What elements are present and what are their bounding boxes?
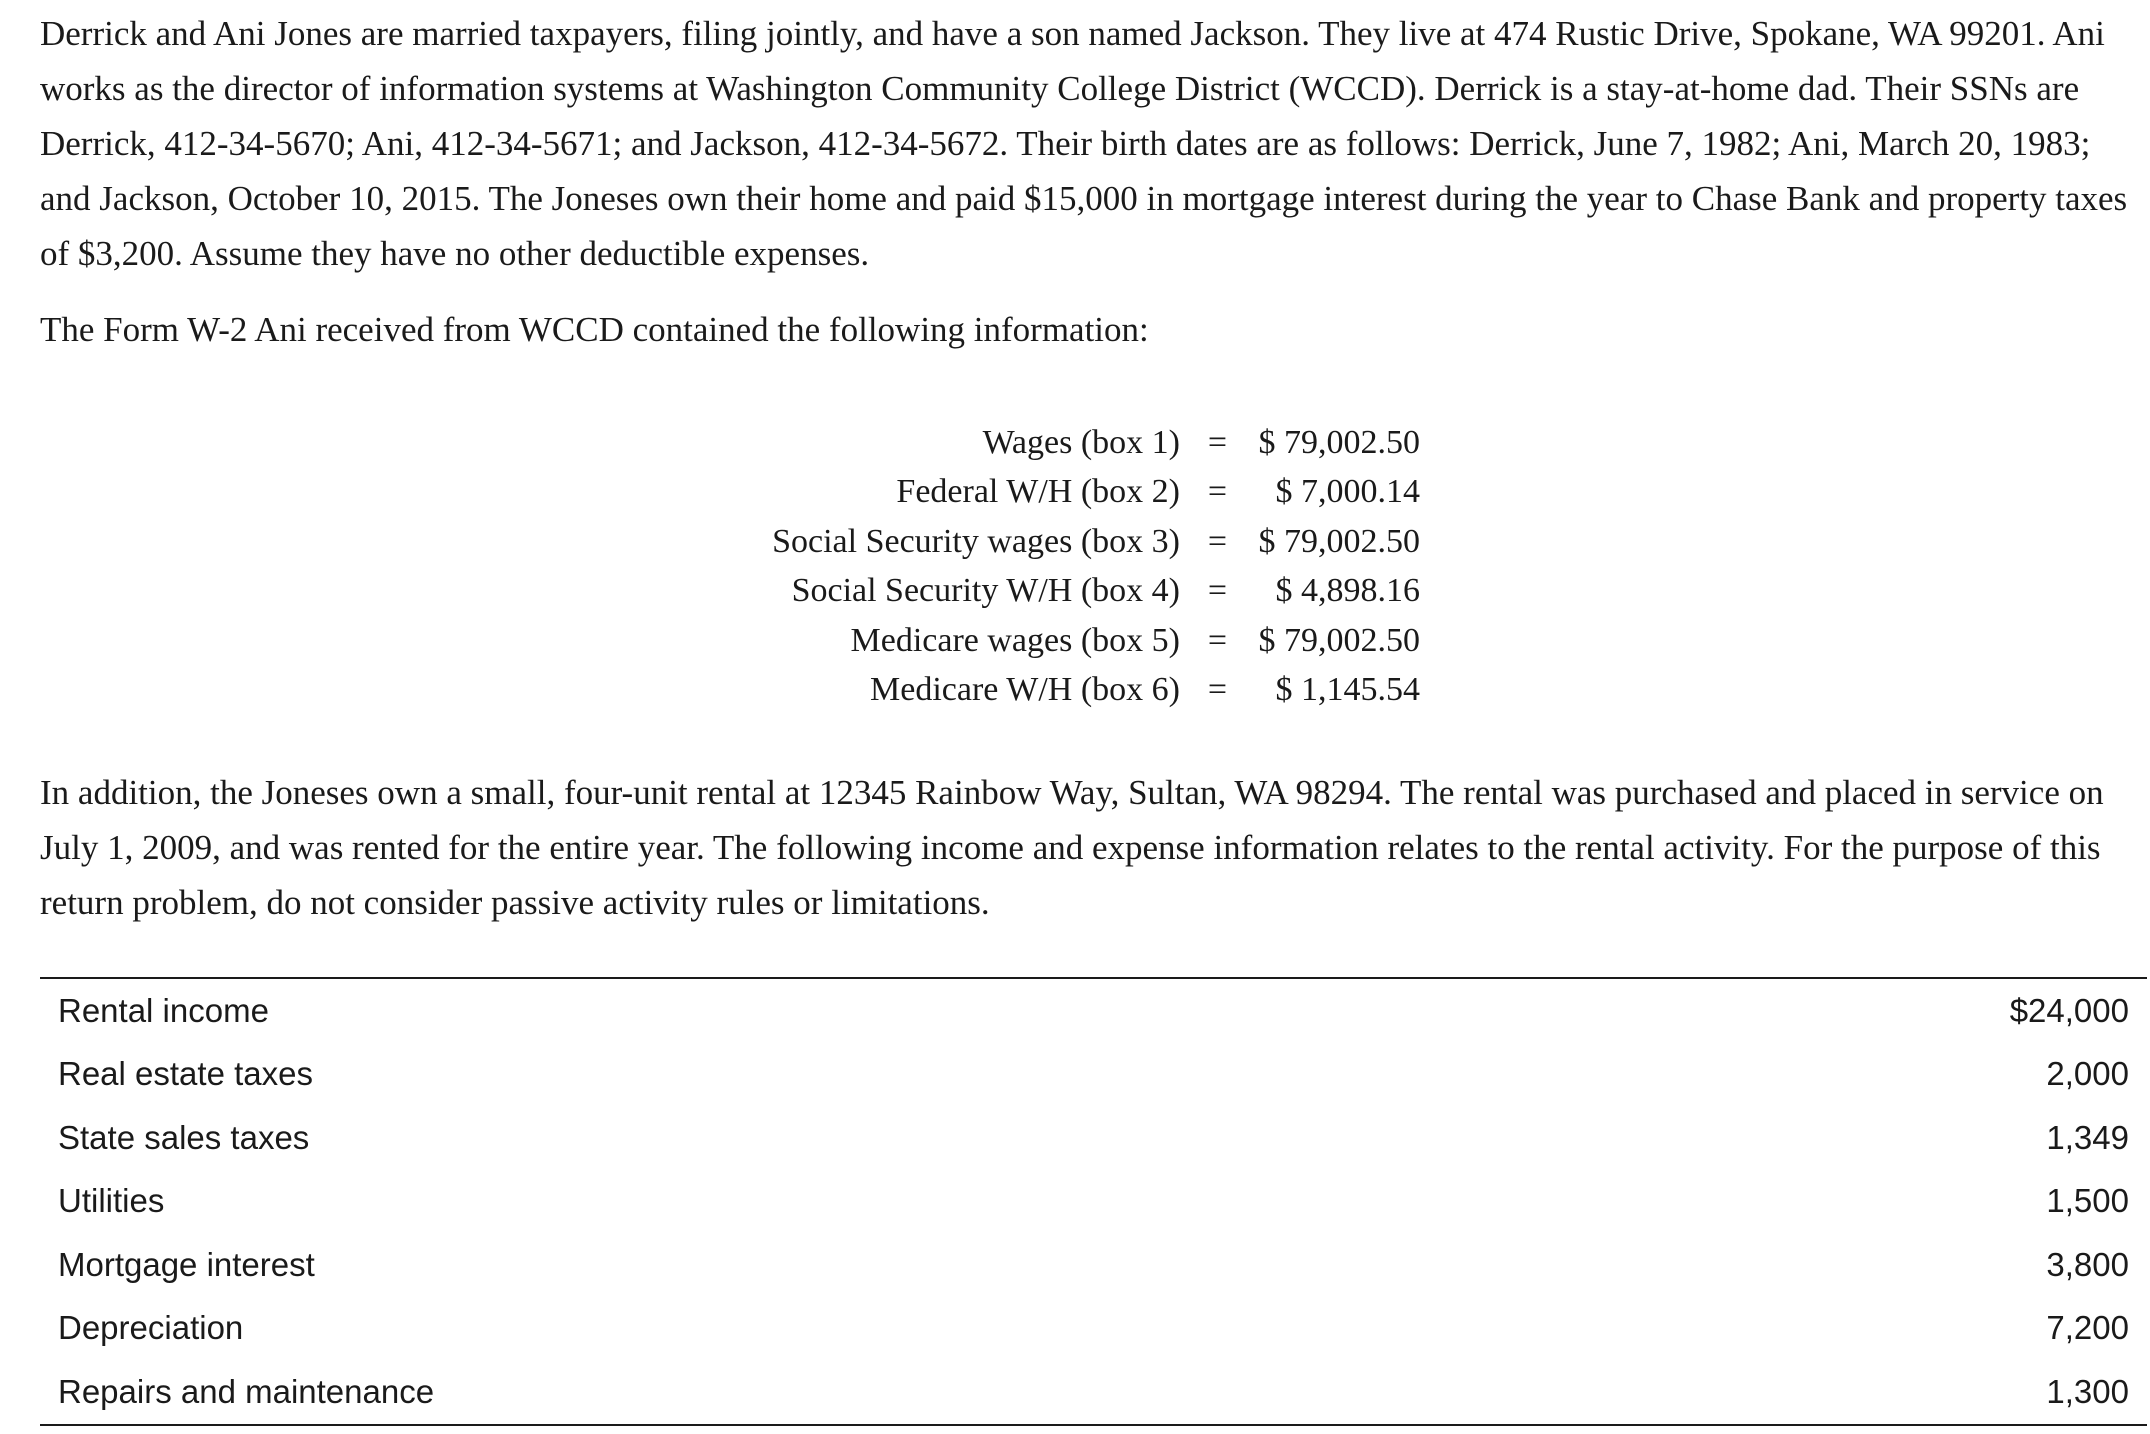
table-row <box>40 1170 2147 1234</box>
w2-label: Medicare W/H (box 6) <box>870 671 1180 709</box>
equals-sign: = <box>1207 522 1228 560</box>
rental-item-label: Repairs and maintenance <box>58 1372 435 1410</box>
w2-value-cell <box>1255 616 1420 666</box>
table-row <box>40 978 2147 1043</box>
w2-label: Social Security wages (box 3) <box>772 522 1180 560</box>
rental-item-label: Mortgage interest <box>58 1245 315 1283</box>
rental-item-label: Real estate taxes <box>58 1055 313 1093</box>
w2-row <box>40 418 1420 468</box>
rental-item-amount: 3,800 <box>2046 1245 2129 1283</box>
w2-row <box>40 666 1420 716</box>
w2-value-cell <box>1255 666 1420 716</box>
equals-sign: = <box>1207 621 1228 659</box>
w2-value: $ 4,898.16 <box>1275 572 1420 610</box>
rental-paragraph: In addition, the Joneses own a small, four-unit rental at 12345 Rainbow Way, Sultan, WA 98294. The rental was purchased and placed in service on July 1, 2009, and was rented for the entire year. The following income and expense information relates to the rental activity. For the purpose of this return problem, do not consider passive activity rules or limitations. <box>40 773 2104 922</box>
w2-row <box>40 567 1420 617</box>
w2-value: $ 79,002.50 <box>1258 621 1420 659</box>
rental-item-amount: 1,349 <box>2046 1118 2129 1156</box>
rental-item-amount: $24,000 <box>2009 991 2129 1029</box>
rental-item-amount: 7,200 <box>2046 1309 2129 1347</box>
w2-label: Social Security W/H (box 4) <box>791 572 1180 610</box>
w2-value: $ 7,000.14 <box>1275 473 1420 511</box>
rental-table <box>40 977 2147 1426</box>
rental-item-label: Rental income <box>58 991 269 1029</box>
equals-sign: = <box>1207 423 1228 461</box>
table-row <box>40 1360 2147 1425</box>
w2-label: Medicare wages (box 5) <box>850 621 1180 659</box>
w2-value: $ 1,145.54 <box>1275 671 1420 709</box>
intro-paragraph: Derrick and Ani Jones are married taxpayers, filing jointly, and have a son named Jackson. They live at 474 Rustic Drive, Spokane, WA 99201. Ani works as the director of information systems at Washington Community College District (WCCD). Derrick is a stay-at-home dad. Their SSNs are Derrick, 412-34-5670; Ani, 412-34-5671; and Jackson, 412-34-5672. Their birth dates are as follows: Derrick, June 7, 1982; Ani, March 20, 1983; and Jackson, October 10, 2015. The Joneses own their home and paid $15,000 in mortgage interest during the year to Chase Bank and property taxes of $3,200. Assume they have no other deductible expenses. <box>40 14 2128 273</box>
w2-table <box>40 418 1420 715</box>
w2-value-cell <box>1255 567 1420 617</box>
w2-row <box>40 616 1420 666</box>
w2-value: $ 79,002.50 <box>1258 423 1420 461</box>
rental-item-amount: 1,300 <box>2046 1372 2129 1410</box>
rental-item-label: Depreciation <box>58 1309 244 1347</box>
w2-row <box>40 517 1420 567</box>
rental-item-amount: 2,000 <box>2046 1055 2129 1093</box>
rental-item-amount: 1,500 <box>2046 1182 2129 1220</box>
table-row <box>40 1106 2147 1170</box>
w2-label: Federal W/H (box 2) <box>896 473 1180 511</box>
equals-sign: = <box>1207 572 1228 610</box>
w2-value: $ 79,002.50 <box>1258 522 1420 560</box>
rental-item-label: State sales taxes <box>58 1118 310 1156</box>
w2-value-cell <box>1255 418 1420 468</box>
w2-value-cell <box>1255 517 1420 567</box>
rental-item-label: Utilities <box>58 1182 165 1220</box>
w2-value-cell <box>1255 468 1420 518</box>
w2-row <box>40 468 1420 518</box>
equals-sign: = <box>1207 473 1228 511</box>
table-row <box>40 1043 2147 1107</box>
w2-lead-paragraph: The Form W-2 Ani received from WCCD contained the following information: <box>40 310 1149 349</box>
w2-label: Wages (box 1) <box>982 423 1180 461</box>
equals-sign: = <box>1207 671 1228 709</box>
table-row <box>40 1233 2147 1297</box>
table-row <box>40 1297 2147 1361</box>
